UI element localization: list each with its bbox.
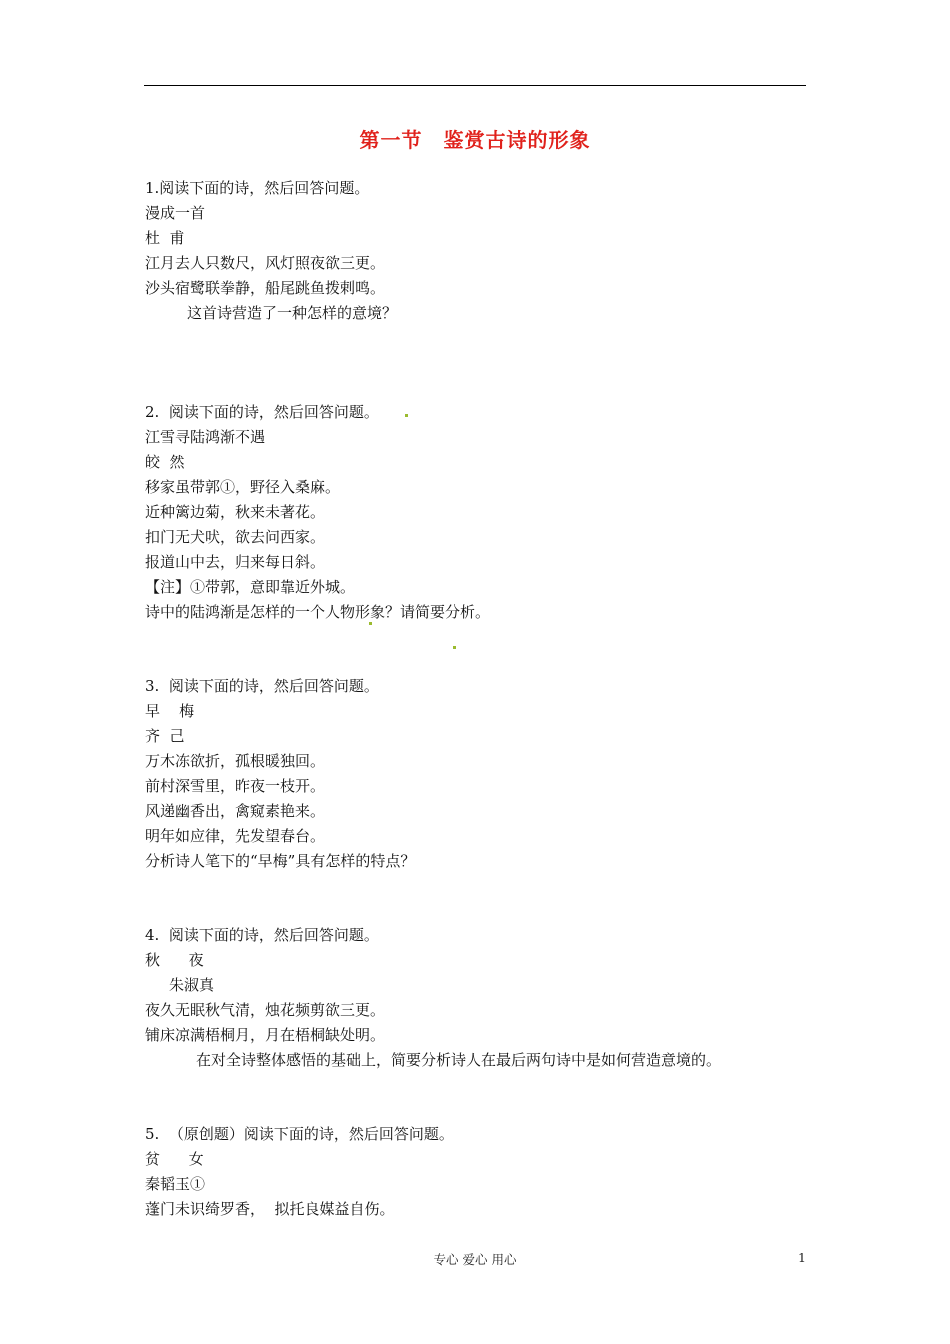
poem-3-title: 早 梅	[145, 702, 195, 720]
poem-2-line-4: 报道山中去，归来每日斜。	[145, 553, 326, 571]
question-4-prompt: 4. 阅读下面的诗，然后回答问题。	[145, 926, 379, 944]
question-2-prompt: 2. 阅读下面的诗，然后回答问题。	[145, 403, 379, 421]
page-title: 第一节 鉴赏古诗的形象	[359, 128, 591, 152]
poem-1-line-2: 沙头宿鹭联拳静，船尾跳鱼拨剌鸣。	[145, 279, 386, 297]
page-footer: 专心 爱心 用心	[433, 1252, 517, 1267]
poem-2-line-2: 近种篱边菊，秋来未著花。	[145, 503, 326, 521]
poem-1-title: 漫成一首	[145, 204, 206, 222]
question-2-text: 诗中的陆鸿渐是怎样的一个人物形象？请简要分析。	[145, 603, 491, 621]
poem-5-author: 秦韬玉①	[145, 1175, 206, 1193]
poem-5-title: 贫 女	[145, 1150, 204, 1168]
poem-3-line-3: 风递幽香出，禽窥素艳来。	[145, 802, 326, 820]
poem-1-line-1: 江月去人只数尺，风灯照夜欲三更。	[145, 254, 386, 272]
poem-2-line-1: 移家虽带郭①，野径入桑麻。	[145, 478, 341, 496]
question-3-text: 分析诗人笔下的“早梅”具有怎样的特点？	[145, 852, 416, 870]
poem-1-author: 杜 甫	[145, 229, 185, 247]
question-1-text: 这首诗营造了一种怎样的意境？	[187, 304, 398, 322]
poem-4-line-2: 铺床凉满梧桐月，月在梧桐缺处明。	[145, 1026, 386, 1044]
question-5-prompt: 5. （原创题）阅读下面的诗，然后回答问题。	[145, 1125, 454, 1143]
decorative-dot	[405, 414, 408, 417]
poem-2-author: 皎 然	[145, 453, 185, 471]
poem-2-line-3: 扣门无犬吠，欲去问西家。	[145, 528, 326, 546]
header-rule	[144, 85, 806, 86]
decorative-dot	[453, 646, 456, 649]
poem-2-note: 【注】①带郭，意即靠近外城。	[145, 578, 356, 596]
poem-3-line-2: 前村深雪里，昨夜一枝开。	[145, 777, 326, 795]
decorative-dot	[369, 622, 372, 625]
page-number: 1	[798, 1250, 806, 1265]
poem-3-line-4: 明年如应律，先发望春台。	[145, 827, 326, 845]
poem-4-title: 秋 夜	[145, 951, 204, 969]
poem-5-line-1: 蓬门未识绮罗香， 拟托良媒益自伤。	[145, 1200, 395, 1218]
question-1-prompt: 1.阅读下面的诗，然后回答问题。	[145, 179, 370, 197]
poem-2-title: 江雪寻陆鸿渐不遇	[145, 428, 266, 446]
question-3-prompt: 3. 阅读下面的诗，然后回答问题。	[145, 677, 379, 695]
poem-4-line-1: 夜久无眠秋气清，烛花频剪欲三更。	[145, 1001, 386, 1019]
poem-3-line-1: 万木冻欲折，孤根暖独回。	[145, 752, 326, 770]
question-4-text: 在对全诗整体感悟的基础上，简要分析诗人在最后两句诗中是如何营造意境的。	[196, 1051, 722, 1069]
poem-3-author: 齐 己	[145, 727, 185, 745]
poem-4-author: 朱淑真	[169, 976, 215, 994]
